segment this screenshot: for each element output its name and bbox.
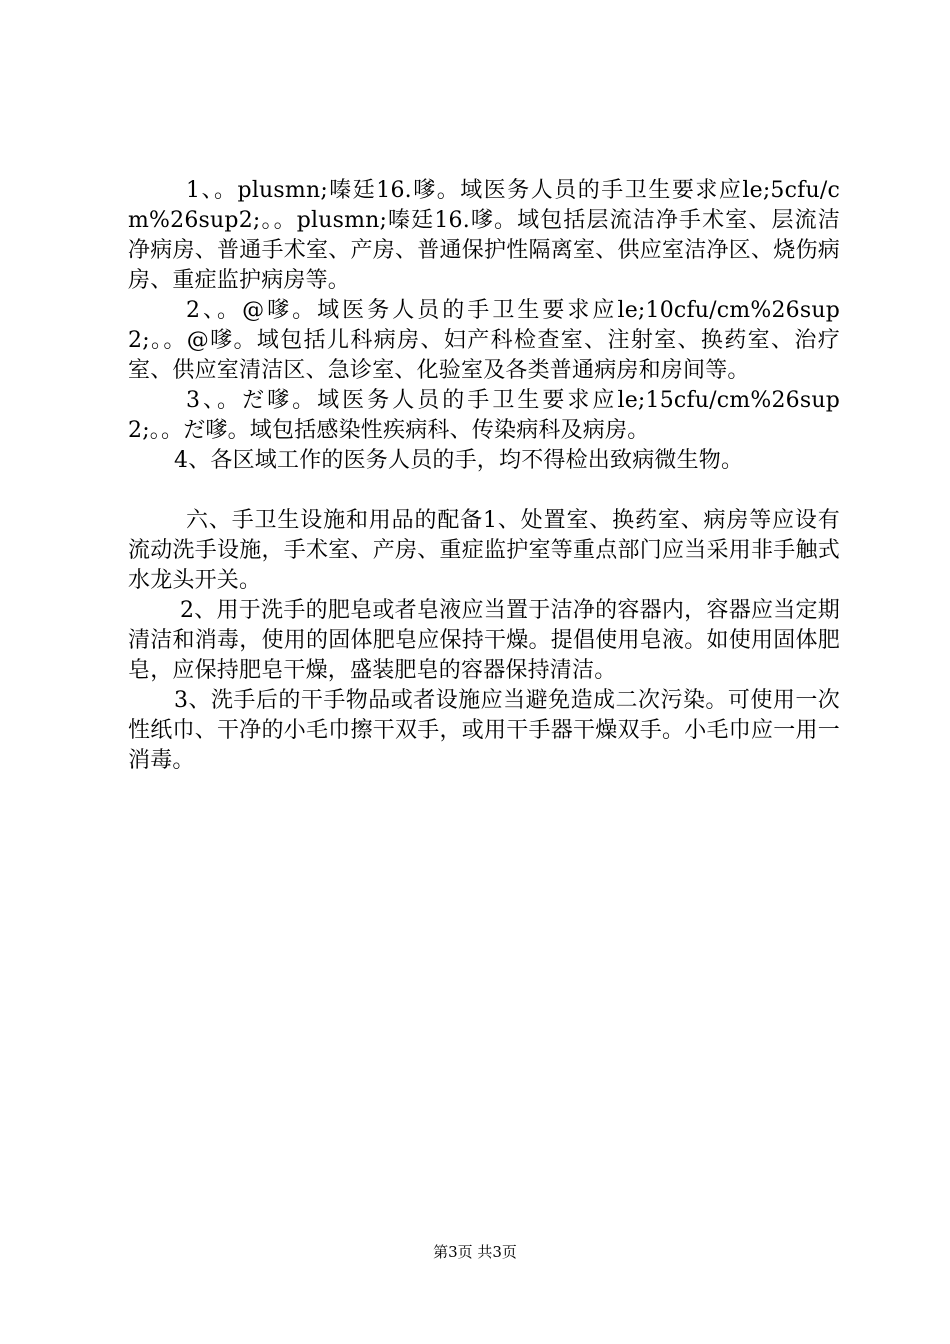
- section-six-paragraph-2: 2、用于洗手的肥皂或者皂液应当置于洁净的容器内，容器应当定期清洁和消毒，使用的固体肥皂应保持干燥。提倡使用皂液。如使用固体肥皂，应保持肥皂干燥，盛装肥皂的容器保持清洁。: [128, 598, 840, 683]
- paragraph-spacer: [128, 476, 840, 506]
- paragraph-item-2: 2、。@嗲。域医务人员的手卫生要求应le;10cfu/cm%26sup2;。。@嗲。域包括儿科病房、妇产科检查室、注射室、换药室、治疗室、供应室清洁区、急诊室、化验室及各类普通病房和房间等。: [128, 298, 840, 383]
- paragraph-item-4: 4、各区域工作的医务人员的手，均不得检出致病微生物。: [174, 448, 744, 473]
- section-six-paragraph-1: 六、手卫生设施和用品的配备1、处置室、换药室、病房等应设有流动洗手设施，手术室、产房、重症监护室等重点部门应当采用非手触式水龙头开关。: [128, 508, 840, 593]
- paragraph-item-3: 3、。だ嗲。域医务人员的手卫生要求应le;15cfu/cm%26sup2;。。だ嗲。域包括感染性疾病科、传染病科及病房。: [128, 388, 840, 443]
- document-body: [128, 176, 840, 776]
- paragraph-item-1: 1、。plusmn;嗪廷16.嗲。域医务人员的手卫生要求应le;5cfu/cm%26sup2;。。plusmn;嗪廷16.嗲。域包括层流洁净手术室、层流洁净病房、普通手术室、产房、普通保护性隔离室、供应室洁净区、烧伤病房、重症监护病房等。: [128, 178, 840, 293]
- section-six-paragraph-3: 3、洗手后的干手物品或者设施应当避免造成二次污染。可使用一次性纸巾、干净的小毛巾擦干双手，或用干手器干燥双手。小毛巾应一用一消毒。: [128, 688, 840, 773]
- page-number-footer: 第3页 共3页: [433, 1243, 517, 1261]
